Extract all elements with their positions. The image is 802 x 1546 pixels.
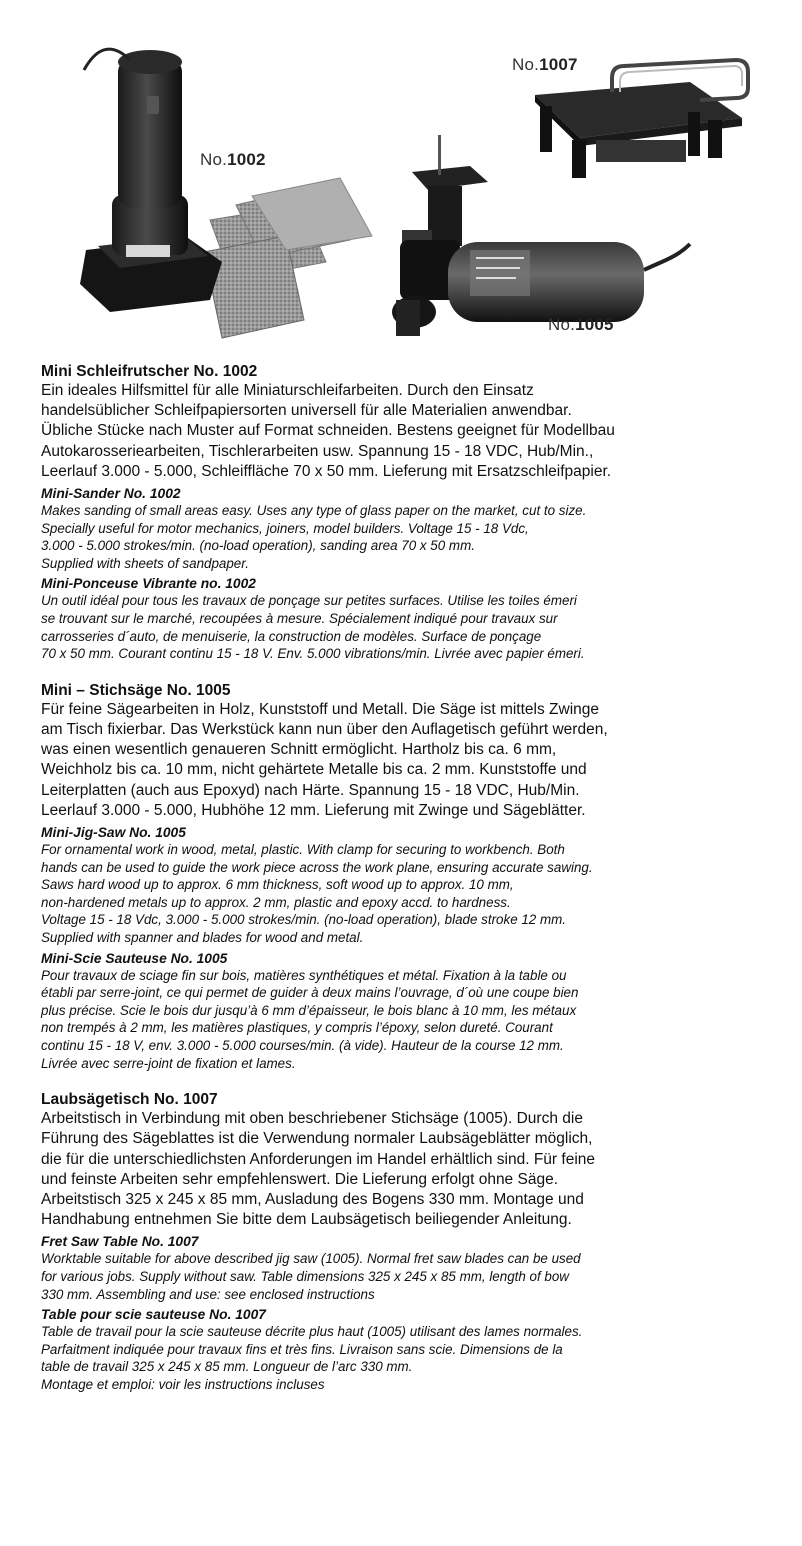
text-line: 3.000 - 5.000 strokes/min. (no-load operation), sanding area 70 x 50 mm. (41, 538, 475, 554)
section-title: Mini – Stichsäge No. 1005 (41, 681, 231, 699)
text-line: und feinste Arbeiten sehr empfehlenswert. Die Lieferung erfolgt ohne Säge. (41, 1170, 558, 1188)
text-line: for various jobs. Supply without saw. Table dimensions 325 x 245 x 85 mm, length of bow (41, 1268, 569, 1284)
text-line: Supplied with spanner and blades for wood and metal. (41, 929, 364, 945)
french-description (41, 1323, 771, 1393)
text-line: Ein ideales Hilfsmittel für alle Miniaturschleifarbeiten. Durch den Einsatz (41, 382, 534, 399)
english-title: Mini-Sander No. 1002 (41, 486, 181, 502)
text-line: non trempés à 2 mm, les matières plastiques, y compris l’époxy, selon dureté. Courant (41, 1020, 553, 1036)
fret-saw-table-1007 (535, 60, 748, 178)
text-line: was einen wesentlich genaueren Schnitt ermöglicht. Hartholz bis ca. 6 mm, (41, 741, 557, 759)
german-description (41, 1109, 771, 1230)
text-line: Supplied with sheets of sandpaper. (41, 555, 249, 571)
mini-jig-saw-1005 (392, 135, 690, 336)
text-line: se trouvant sur le marché, recoupées à mesure. Spécialement indiqué pour travaux sur (41, 610, 558, 626)
text-line: Specially useful for motor mechanics, joiners, model builders. Voltage 15 - 18 Vdc, (41, 520, 529, 536)
text-line: carrosseries d´auto, de menuiserie, la construction de modèles. Surface de ponçage (41, 628, 542, 644)
text-line: handelsüblicher Schleifpapiersorten universell für alle Materialien anwendbar. (41, 402, 572, 420)
french-title: Mini-Scie Sauteuse No. 1005 (41, 950, 228, 966)
text-line: For ornamental work in wood, metal, plastic. With clamp for securing to workbench. Both (41, 841, 565, 857)
text-line: Table de travail pour la scie sauteuse décrite plus haut (1005) utilisant des lames normales. (41, 1324, 583, 1340)
text-line: Arbeitstisch 325 x 245 x 85 mm, Ausladung des Bogens 330 mm. Montage und (41, 1190, 584, 1208)
text-line: am Tisch fixierbar. Das Werkstück kann nun über den Auflagetisch geführt werden, (41, 720, 608, 738)
text-line: 70 x 50 mm. Courant continu 15 - 18 V. Env. 5.000 vibrations/min. Livrée avec papier émeri. (41, 646, 585, 662)
text-line: plus précise. Scie le bois dur jusqu’à 6 mm d’épaisseur, le bois blanc à 10 mm, les métaux (41, 1002, 577, 1018)
mini-sander-1002 (80, 49, 222, 312)
product-descriptions (41, 362, 771, 1411)
english-description (41, 841, 771, 947)
french-title: Mini-Ponceuse Vibrante no. 1002 (41, 576, 256, 592)
english-description (41, 502, 771, 572)
text-line: Autokarosseriearbeiten, Tischlerarbeiten usw. Spannung 15 - 18 VDC, Hub/Min., (41, 442, 594, 460)
text-line: Leerlauf 3.000 - 5.000, Schleiffläche 70 x 50 mm. Lieferung mit Ersatzschleifpapier. (41, 462, 612, 480)
text-line: Für feine Sägearbeiten in Holz, Kunststoff und Metall. Die Säge ist mittels Zwinge (41, 700, 599, 718)
section-title: Mini Schleifrutscher No. 1002 (41, 363, 258, 380)
text-line: établi par serre-joint, ce qui permet de guider à deux mains l’ouvrage, d´où une coupe bien (41, 985, 579, 1001)
section-sander-1002 (41, 362, 771, 663)
english-title: Mini-Jig-Saw No. 1005 (41, 824, 186, 840)
text-line: 330 mm. Assembling and use: see enclosed instructions (41, 1286, 375, 1302)
text-line: non-hardened metals up to approx. 2 mm, plastic and epoxy accd. to hardness. (41, 894, 511, 910)
product-photo (0, 0, 802, 350)
french-description (41, 592, 771, 662)
english-description (41, 1250, 771, 1303)
text-line: Worktable suitable for above described jig saw (1005). Normal fret saw blades can be used (41, 1251, 581, 1267)
text-line: Makes sanding of small areas easy. Uses any type of glass paper on the market, cut to size. (41, 503, 587, 519)
product-photo-drawing (0, 0, 802, 350)
french-title: Table pour scie sauteuse No. 1007 (41, 1307, 266, 1323)
text-line: Montage et emploi: voir les instructions incluses (41, 1376, 325, 1392)
text-line: Leiterplatten (auch aus Epoxyd) nach Härte. Spannung 15 - 18 VDC, Hub/Min. (41, 781, 580, 799)
product-label-1002: No.1002 (200, 150, 266, 169)
english-title: Fret Saw Table No. 1007 (41, 1234, 199, 1250)
product-label-1005: No.1005 (548, 315, 614, 334)
french-description (41, 967, 771, 1073)
text-line: Voltage 15 - 18 Vdc, 3.000 - 5.000 strokes/min. (no-load operation), blade stroke 12 mm. (41, 912, 567, 928)
text-line: Livrée avec serre-joint de fixation et lames. (41, 1055, 296, 1071)
product-label-1007: No.1007 (512, 55, 578, 74)
german-description (41, 381, 771, 482)
text-line: Saws hard wood up to approx. 6 mm thickness, soft wood up to approx. 10 mm, (41, 877, 514, 893)
text-line: Übliche Stücke nach Muster auf Format schneiden. Bestens geeignet für Modellbau (41, 422, 615, 440)
section-fret-saw-table-1007 (41, 1090, 771, 1393)
text-line: Führung des Sägeblattes ist die Verwendung normaler Laubsägeblätter möglich, (41, 1130, 593, 1148)
text-line: Un outil idéal pour tous les travaux de ponçage sur petites surfaces. Utilise les toiles émeri (41, 593, 577, 609)
text-line: table de travail 325 x 245 x 85 mm. Longueur de l’arc 330 mm. (41, 1359, 413, 1375)
text-line: continu 15 - 18 V, env. 3.000 - 5.000 courses/min. (à vide). Hauteur de la course 12 mm. (41, 1037, 564, 1053)
text-line: Parfaitment indiquée pour travaux fins et très fins. Livraison sans scie. Dimensions de la (41, 1341, 563, 1357)
text-line: hands can be used to guide the work piece across the work plane, ensuring accurate sawing. (41, 859, 593, 875)
text-line: Handhabung entnehmen Sie bitte dem Laubsägetisch beiliegender Anleitung. (41, 1211, 572, 1229)
text-line: die für die unterschiedlichsten Anforderungen im Handel erhältlich sind. Für feine (41, 1150, 596, 1168)
text-line: Weichholz bis ca. 10 mm, nicht gehärtete Metalle bis ca. 2 mm. Kunststoffe und (41, 761, 587, 779)
text-line: Leerlauf 3.000 - 5.000, Hubhöhe 12 mm. Lieferung mit Zwinge und Sägeblätter. (41, 801, 586, 819)
sandpaper-sheets (204, 178, 372, 338)
section-title: Laubsägetisch No. 1007 (41, 1091, 218, 1109)
section-jig-saw-1005 (41, 681, 771, 1072)
german-description (41, 700, 771, 821)
text-line: Arbeitstisch in Verbindung mit oben beschriebener Stichsäge (1005). Durch die (41, 1110, 583, 1128)
text-line: Pour travaux de sciage fin sur bois, matières synthétiques et métal. Fixation à la table ou (41, 967, 567, 983)
